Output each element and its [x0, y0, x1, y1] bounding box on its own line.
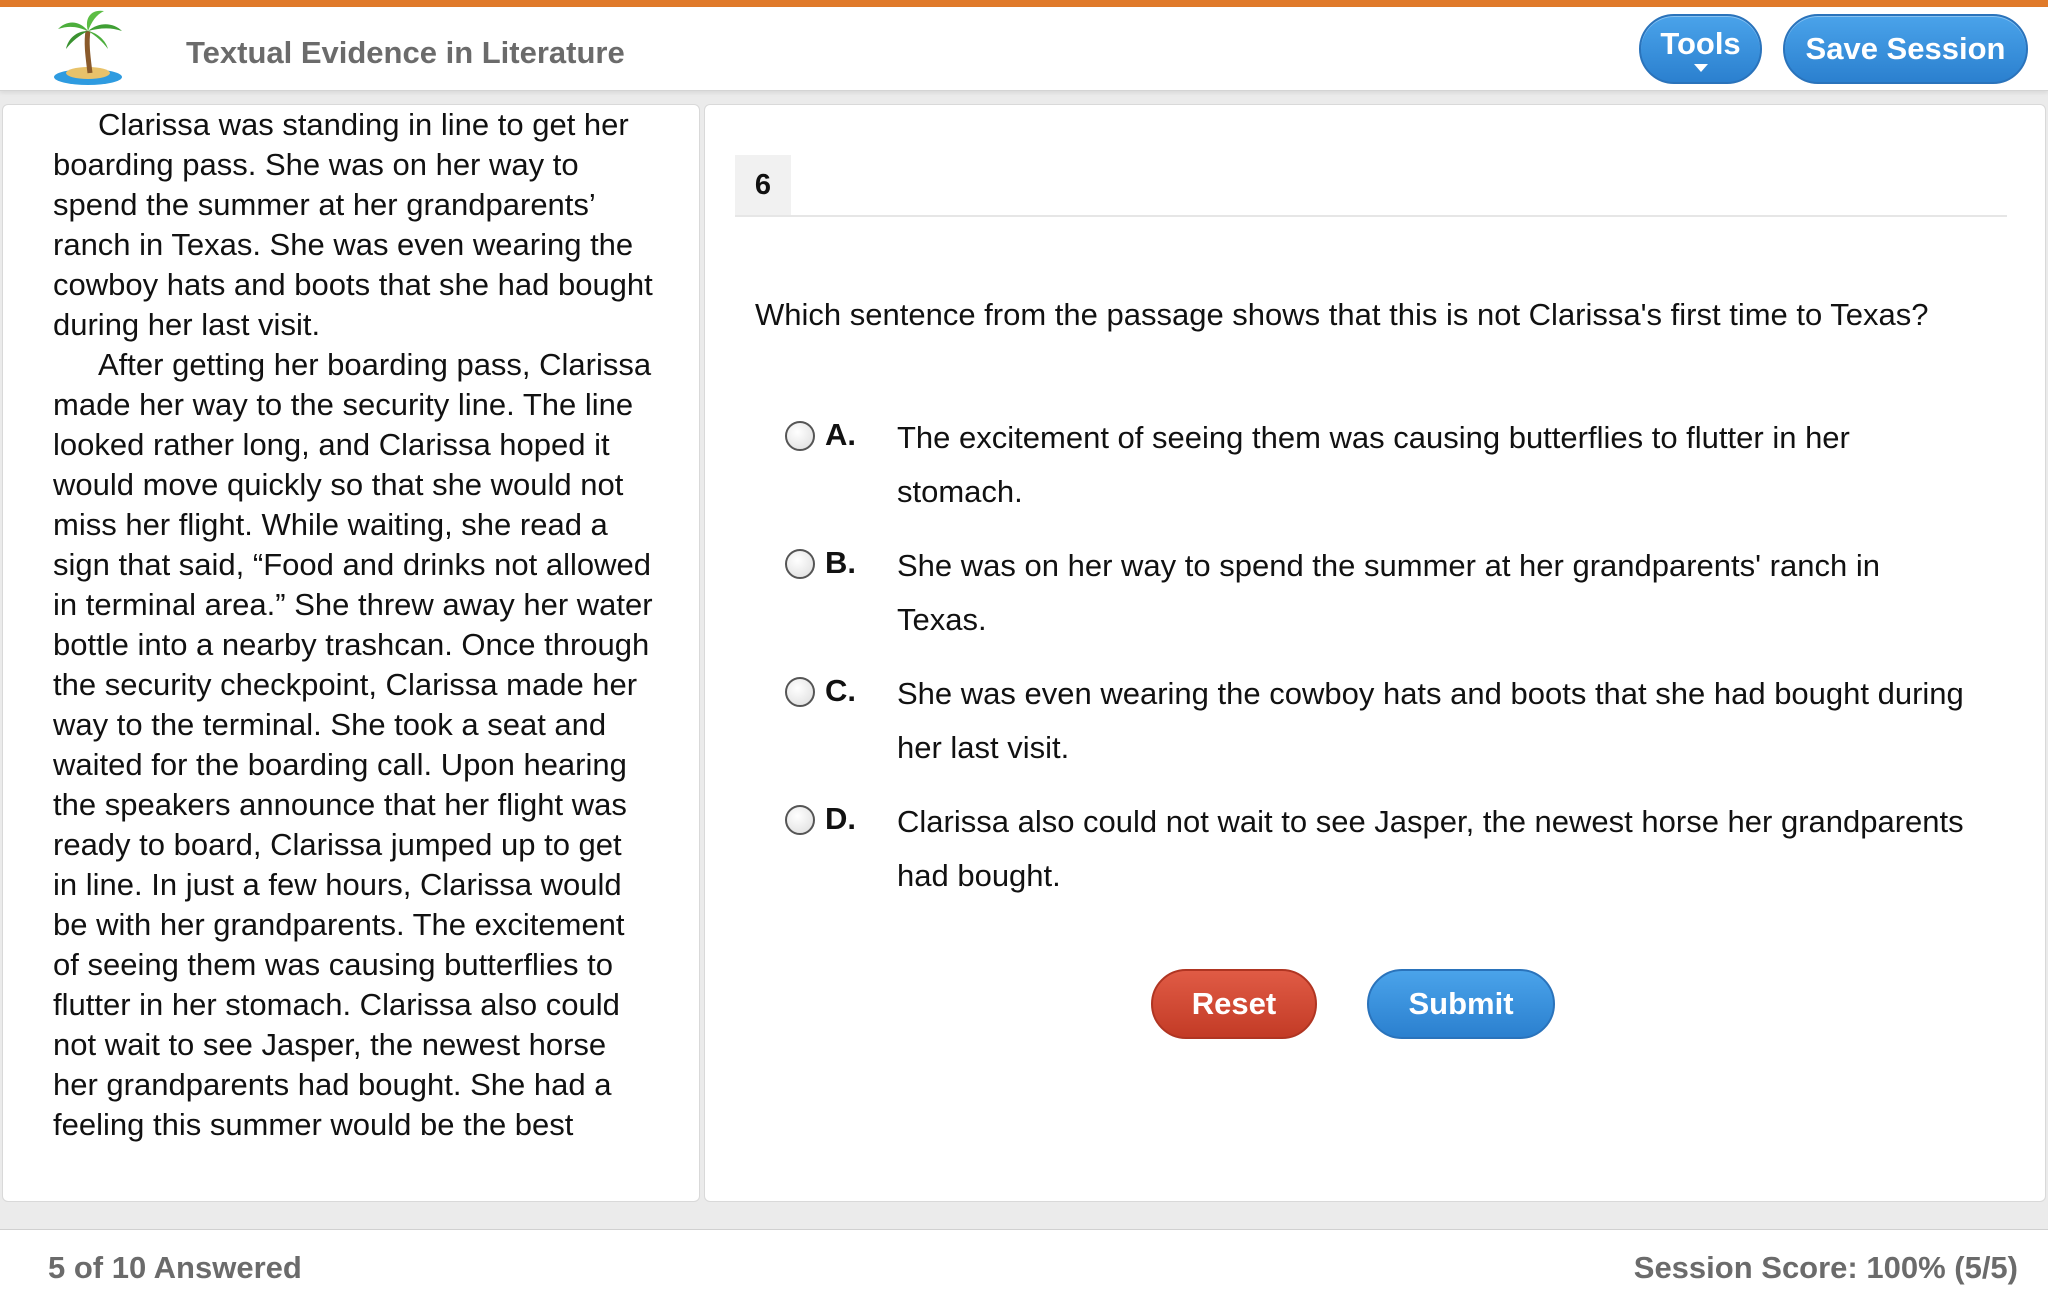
choice-text[interactable]: She was on her way to spend the summer at her grandparents' ranch in Texas.	[897, 548, 1880, 637]
choice-text[interactable]: She was even wearing the cowboy hats and boots that she had bought during her last visit.	[897, 676, 1964, 765]
top-accent-bar	[0, 0, 2048, 7]
question-text: Which sentence from the passage shows that this is not Clarissa's first time to Texas?	[755, 297, 1929, 332]
radio-icon[interactable]	[785, 549, 815, 579]
passage-paragraph: Clarissa was standing in line to get her boarding pass. She was on her way to spend the summer at her grandparents’ ranch in Texas. She was even wearing the cowboy hats and boots that she had bought during her last visit.	[53, 107, 653, 342]
radio-icon[interactable]	[785, 421, 815, 451]
passage-text	[53, 105, 653, 1145]
choice-letter: C.	[825, 673, 856, 708]
question-number-bar	[735, 155, 2007, 217]
answered-count: 5 of 10 Answered	[48, 1250, 302, 1285]
radio-icon[interactable]	[785, 805, 815, 835]
tools-button[interactable]	[1639, 14, 1762, 84]
choice-letter: D.	[825, 801, 856, 836]
radio-icon[interactable]	[785, 677, 815, 707]
choice-c[interactable]	[785, 667, 1985, 777]
passage-paragraph: After getting her boarding pass, Clarissa made her way to the security line. The line looked rather long, and Clarissa hoped it would move quickly so that she would not miss her flight. While waiting, she read a sign that said, “Food and drinks not allowed in terminal area.” She threw away her water bottle into a nearby trashcan. Once through the security checkpoint, Clarissa made her way to the terminal. She took a seat and waited for the boarding call. Upon hearing the speakers announce that her flight was ready to board, Clarissa jumped up to get in line. In just a few hours, Clarissa would be with her grandparents. The excitement of seeing them was causing butterflies to flutter in her stomach. Clarissa also could not wait to see Jasper, the newest horse her grandparents had bought. She had a feeling this summer would be the best	[53, 347, 653, 1142]
caret-down-icon	[1694, 64, 1708, 72]
submit-button[interactable]: Submit	[1367, 969, 1555, 1039]
tools-button-label: Tools	[1660, 26, 1741, 61]
choice-letter: B.	[825, 545, 856, 580]
question-panel	[704, 104, 2046, 1202]
footer	[0, 1229, 2048, 1313]
save-session-button[interactable]: Save Session	[1783, 14, 2028, 84]
choice-text[interactable]: Clarissa also could not wait to see Jasper, the newest horse her grandparents had bought.	[897, 804, 1964, 893]
choice-d[interactable]	[785, 795, 1985, 905]
question-number: 6	[735, 155, 791, 215]
choice-a[interactable]	[785, 411, 1985, 521]
app-title: Textual Evidence in Literature	[186, 35, 625, 70]
choice-text[interactable]: The excitement of seeing them was causing butterflies to flutter in her stomach.	[897, 420, 1850, 509]
choice-b[interactable]	[785, 539, 1985, 649]
choice-letter: A.	[825, 417, 856, 452]
reset-button[interactable]: Reset	[1151, 969, 1317, 1039]
header	[0, 7, 2048, 91]
passage-panel[interactable]	[2, 104, 700, 1202]
palm-island-icon	[48, 9, 134, 89]
session-score: Session Score: 100% (5/5)	[1633, 1250, 2018, 1285]
